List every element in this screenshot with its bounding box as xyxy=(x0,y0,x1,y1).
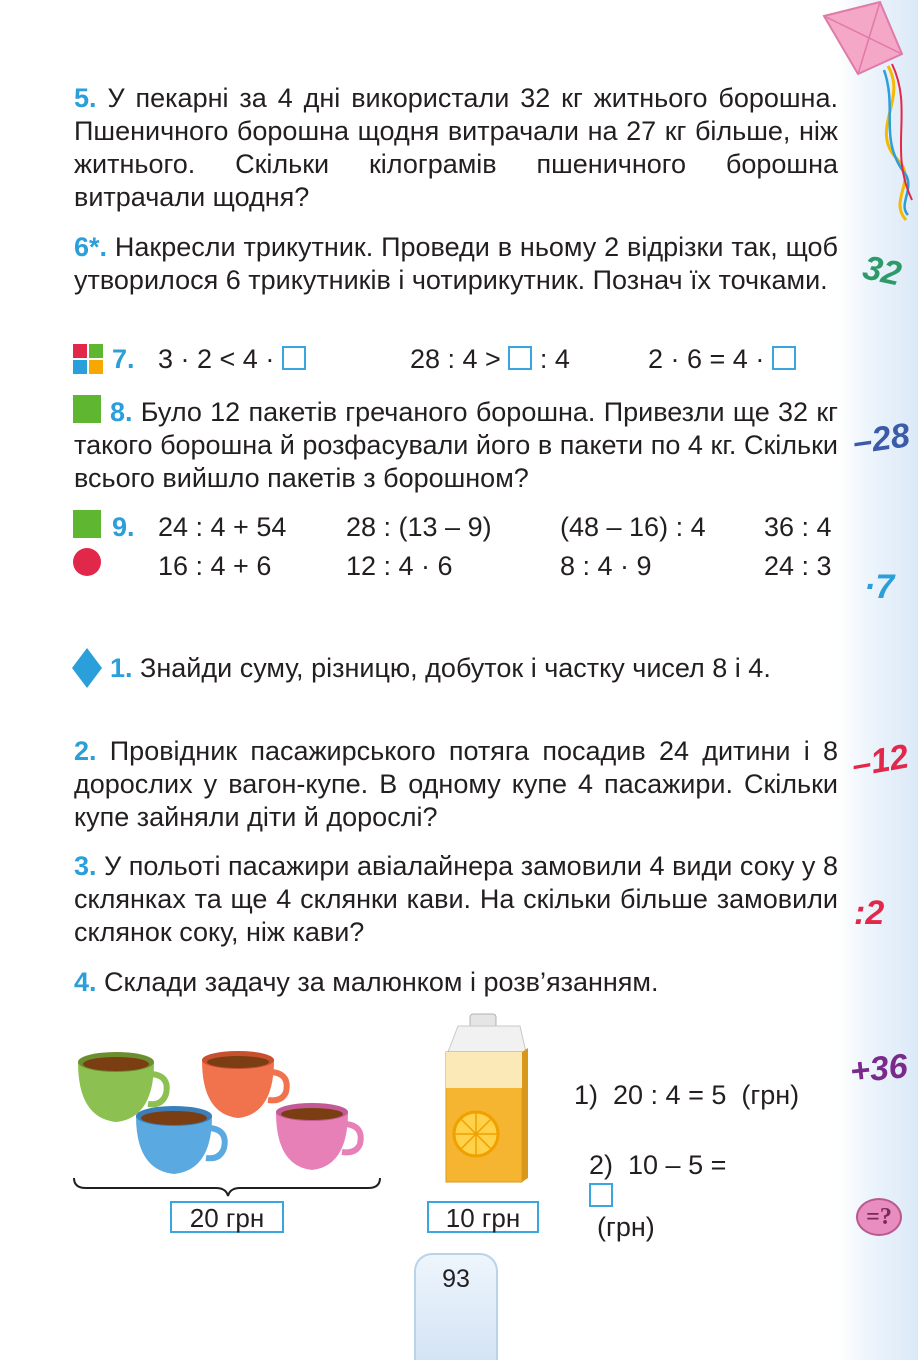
task-8 xyxy=(74,396,838,495)
cup-icon xyxy=(136,1106,225,1174)
four-squares-icon xyxy=(73,344,103,374)
green-square-icon xyxy=(73,510,101,538)
task-b4 xyxy=(74,966,838,999)
task-7-expression-2: 28 : 4 > : 4 xyxy=(410,344,570,374)
task-text: Знайди суму, різницю, добуток і частку чисел 8 і 4. xyxy=(140,653,771,683)
side-value-6: +36 xyxy=(848,1047,910,1091)
task-text: Провідник пасажирського потяга посадив 24 дитини і 8 дорослих у вагон-купе. В одному купе 4 пасажири. Скільки купе зайняли діти й дорослі? xyxy=(74,736,838,832)
cup-icon xyxy=(202,1051,287,1118)
task-b1 xyxy=(74,652,838,685)
brace-icon xyxy=(74,1178,380,1196)
task-9-expression: 36 : 4 xyxy=(764,512,832,542)
task-text: Було 12 пакетів гречаного борошна. Привезли ще 32 кг такого борошна й розфасували його в пакети по 4 кг. Скільки всього вийшло пакетів з борошном? xyxy=(74,397,838,493)
solution-step-1: 1) 20 : 4 = 5 (грн) xyxy=(574,1080,800,1110)
side-value-5: :2 xyxy=(854,894,885,932)
task-number: 5. xyxy=(74,83,97,113)
task-9-expression: 8 : 4 · 9 xyxy=(560,551,652,581)
solution-step-2: 2) 10 – 5 = (грн) xyxy=(589,1150,727,1242)
answer-box[interactable] xyxy=(589,1183,613,1207)
task-number: 4. xyxy=(74,967,97,997)
task-5 xyxy=(74,82,838,214)
task-7-expression-3: 2 · 6 = 4 · xyxy=(648,344,796,375)
task-number: 8. xyxy=(110,397,133,427)
task-9-expression: 16 : 4 + 6 xyxy=(158,551,272,581)
question-help-icon xyxy=(856,1198,902,1236)
task-number: 2. xyxy=(74,736,97,766)
task-9-expression: (48 – 16) : 4 xyxy=(560,512,706,542)
red-circle-icon xyxy=(73,548,101,576)
side-value-1: 32 xyxy=(859,248,905,294)
task-text: У польоті пасажири авіалайнера замовили 4 види соку у 8 склянках та ще 4 склянки кави. На скільки більше замовили склянок соку, ніж кави? xyxy=(74,851,838,947)
task-9-expression: 12 : 4 · 6 xyxy=(346,551,453,581)
task-9-expression: 28 : (13 – 9) xyxy=(346,512,492,542)
task-9-number: 9. xyxy=(112,512,135,542)
task-9-expression: 24 : 3 xyxy=(764,551,832,581)
page-number-tab xyxy=(414,1253,498,1360)
task-b3 xyxy=(74,850,838,949)
answer-box[interactable] xyxy=(508,346,532,370)
side-value-4: –12 xyxy=(849,737,912,785)
task-text: Накресли трикутник. Проведи в ньому 2 відрізки так, щоб утворилося 6 трикутників і чотирикутник. Познач їх точками. xyxy=(74,232,838,295)
answer-box[interactable] xyxy=(282,346,306,370)
page-number: 93 xyxy=(442,1265,470,1293)
task-number: 1. xyxy=(110,653,133,683)
side-value-3: ·7 xyxy=(864,568,895,606)
task-7-number: 7. xyxy=(112,344,135,374)
task-9-expression: 24 : 4 + 54 xyxy=(158,512,287,542)
answer-box[interactable] xyxy=(772,346,796,370)
task-6 xyxy=(74,231,838,297)
juice-price-label: 10 грн xyxy=(427,1201,539,1233)
cups-image xyxy=(70,1040,390,1200)
side-value-2: –28 xyxy=(850,416,913,462)
task-text: У пекарні за 4 дні використали 32 кг житнього борошна. Пшеничного борошна щодня витрачали на 27 кг більше, ніж житнього. Скільки кілограмів пшеничного борошна витрачали щодня? xyxy=(74,83,838,212)
task-number: 3. xyxy=(74,851,97,881)
task-text: Склади задачу за малюнком і розв’язанням. xyxy=(104,967,659,997)
task-number: 6*. xyxy=(74,232,108,262)
task-7-expression-1: 3 · 2 < 4 · xyxy=(158,344,306,375)
task-b2 xyxy=(74,735,838,834)
juice-carton-image xyxy=(440,1012,530,1188)
cups-price-label: 20 грн xyxy=(170,1201,284,1233)
help-label: =? xyxy=(866,1204,892,1230)
cup-icon xyxy=(276,1103,361,1170)
